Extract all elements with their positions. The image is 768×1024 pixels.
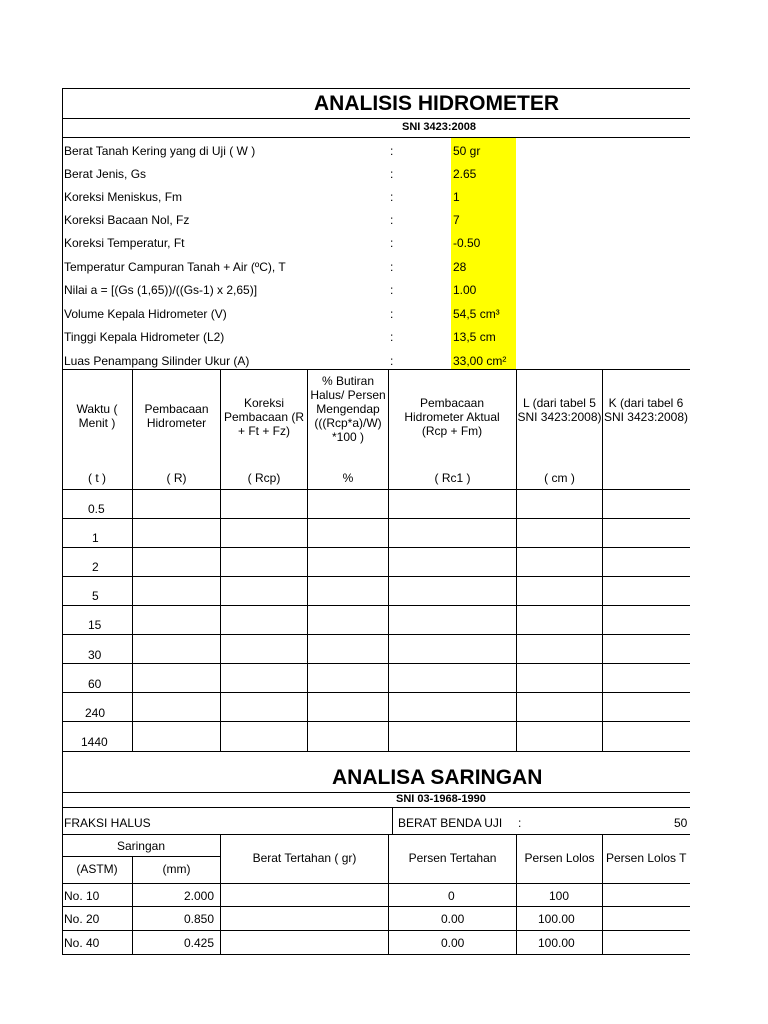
param-sep: : [390,330,394,344]
param-sep: : [390,190,394,204]
param-value: -0.50 [453,236,481,250]
table-row-time: 60 [88,677,102,691]
table-row-time: 15 [88,618,102,632]
unit-rc1: ( Rc1 ) [434,471,471,485]
param-value: 1 [453,190,460,204]
param-label: Luas Penampang Silinder Ukur (A) [64,354,250,368]
header-persen-lolos-t: Persen Lolos T [606,851,687,865]
unit-percent: % [342,471,354,485]
table-row-astm: No. 10 [64,889,100,903]
param-value: 54,5 cm³ [453,307,500,321]
param-value: 7 [453,213,460,227]
param-sep: : [390,144,394,158]
param-label: Temperatur Campuran Tanah + Air (ºC), T [64,260,286,274]
table-row-tertahan: 0.00 [441,936,465,950]
table-row-time: 1440 [81,735,108,749]
table-row-time: 0.5 [88,502,105,516]
param-sep: : [390,354,394,368]
param-value: 33,00 cm² [453,354,507,368]
param-label: Nilai a = [(Gs (1,65))/((Gs-1) x 2,65)] [64,283,258,297]
header-mm: (mm) [162,862,191,876]
header-astm: (ASTM) [76,862,118,876]
param-label: Koreksi Temperatur, Ft [64,236,185,250]
param-label: Berat Jenis, Gs [64,167,147,181]
param-label: Berat Tanah Kering yang di Uji ( W ) [64,144,256,158]
param-value: 2.65 [453,167,477,181]
table-row-lolos: 100.00 [538,936,575,950]
param-value: 1.00 [453,283,477,297]
table-row-lolos: 100 [549,889,570,903]
unit-cm: ( cm ) [544,471,575,485]
param-value: 50 gr [453,144,481,158]
table-row-astm: No. 40 [64,936,100,950]
fraksi-label: FRAKSI HALUS [64,816,151,830]
table-row-astm: No. 20 [64,912,100,926]
table-row-time: 2 [92,560,99,574]
unit-rcp: ( Rcp) [247,471,281,485]
param-sep: : [390,307,394,321]
hidrometer-standard: SNI 3423:2008 [402,121,476,133]
header-saringan: Saringan [116,839,166,853]
saringan-standard: SNI 03-1968-1990 [396,793,486,805]
header-persen-butiran: % Butiran Halus/ Persen Mengendap (((Rcp*a)/W) *100 ) [310,374,386,444]
header-waktu: Waktu ( Menit ) [76,402,118,430]
table-row-mm: 2.000 [184,889,215,903]
saringan-title: ANALISA SARINGAN [332,766,543,789]
table-row-mm: 0.425 [184,936,215,950]
header-pembacaan: Pembacaan Hidrometer [144,402,209,430]
table-row-time: 1 [92,531,99,545]
table-row-lolos: 100.00 [538,912,575,926]
param-value: 13,5 cm [453,330,496,344]
hidrometer-title: ANALISIS HIDROMETER [314,92,560,115]
param-sep: : [390,236,394,250]
table-row-time: 240 [85,706,106,720]
param-label: Volume Kepala Hidrometer (V) [64,307,227,321]
param-sep: : [390,260,394,274]
param-sep: : [390,167,394,181]
berat-benda-uji-sep: : [518,816,522,830]
header-persen-tertahan: Persen Tertahan [408,851,497,865]
header-k: K (dari tabel 6 SNI 3423:2008) [603,396,689,424]
param-label: Tinggi Kepala Hidrometer (L2) [64,330,225,344]
table-row-tertahan: 0 [448,889,455,903]
param-value: 28 [453,260,467,274]
unit-t: ( t ) [88,471,106,485]
header-koreksi: Koreksi Pembacaan (R + Ft + Fz) [223,396,305,438]
param-label: Koreksi Bacaan Nol, Fz [64,213,190,227]
header-persen-lolos: Persen Lolos [524,851,595,865]
table-row-mm: 0.850 [184,912,215,926]
unit-r: ( R) [166,471,187,485]
header-l: L (dari tabel 5 SNI 3423:2008) [517,396,602,424]
header-berat-tertahan: Berat Tertahan ( gr) [252,851,357,865]
param-sep: : [390,283,394,297]
header-pembacaan-aktual: Pembacaan Hidrometer Aktual (Rcp + Fm) [404,396,500,438]
berat-benda-uji-value: 50 [674,816,688,830]
table-row-tertahan: 0.00 [441,912,465,926]
param-label: Koreksi Meniskus, Fm [64,190,183,204]
berat-benda-uji-label: BERAT BENDA UJI [398,816,503,830]
table-row-time: 5 [92,589,99,603]
table-row-time: 30 [88,648,102,662]
param-sep: : [390,213,394,227]
